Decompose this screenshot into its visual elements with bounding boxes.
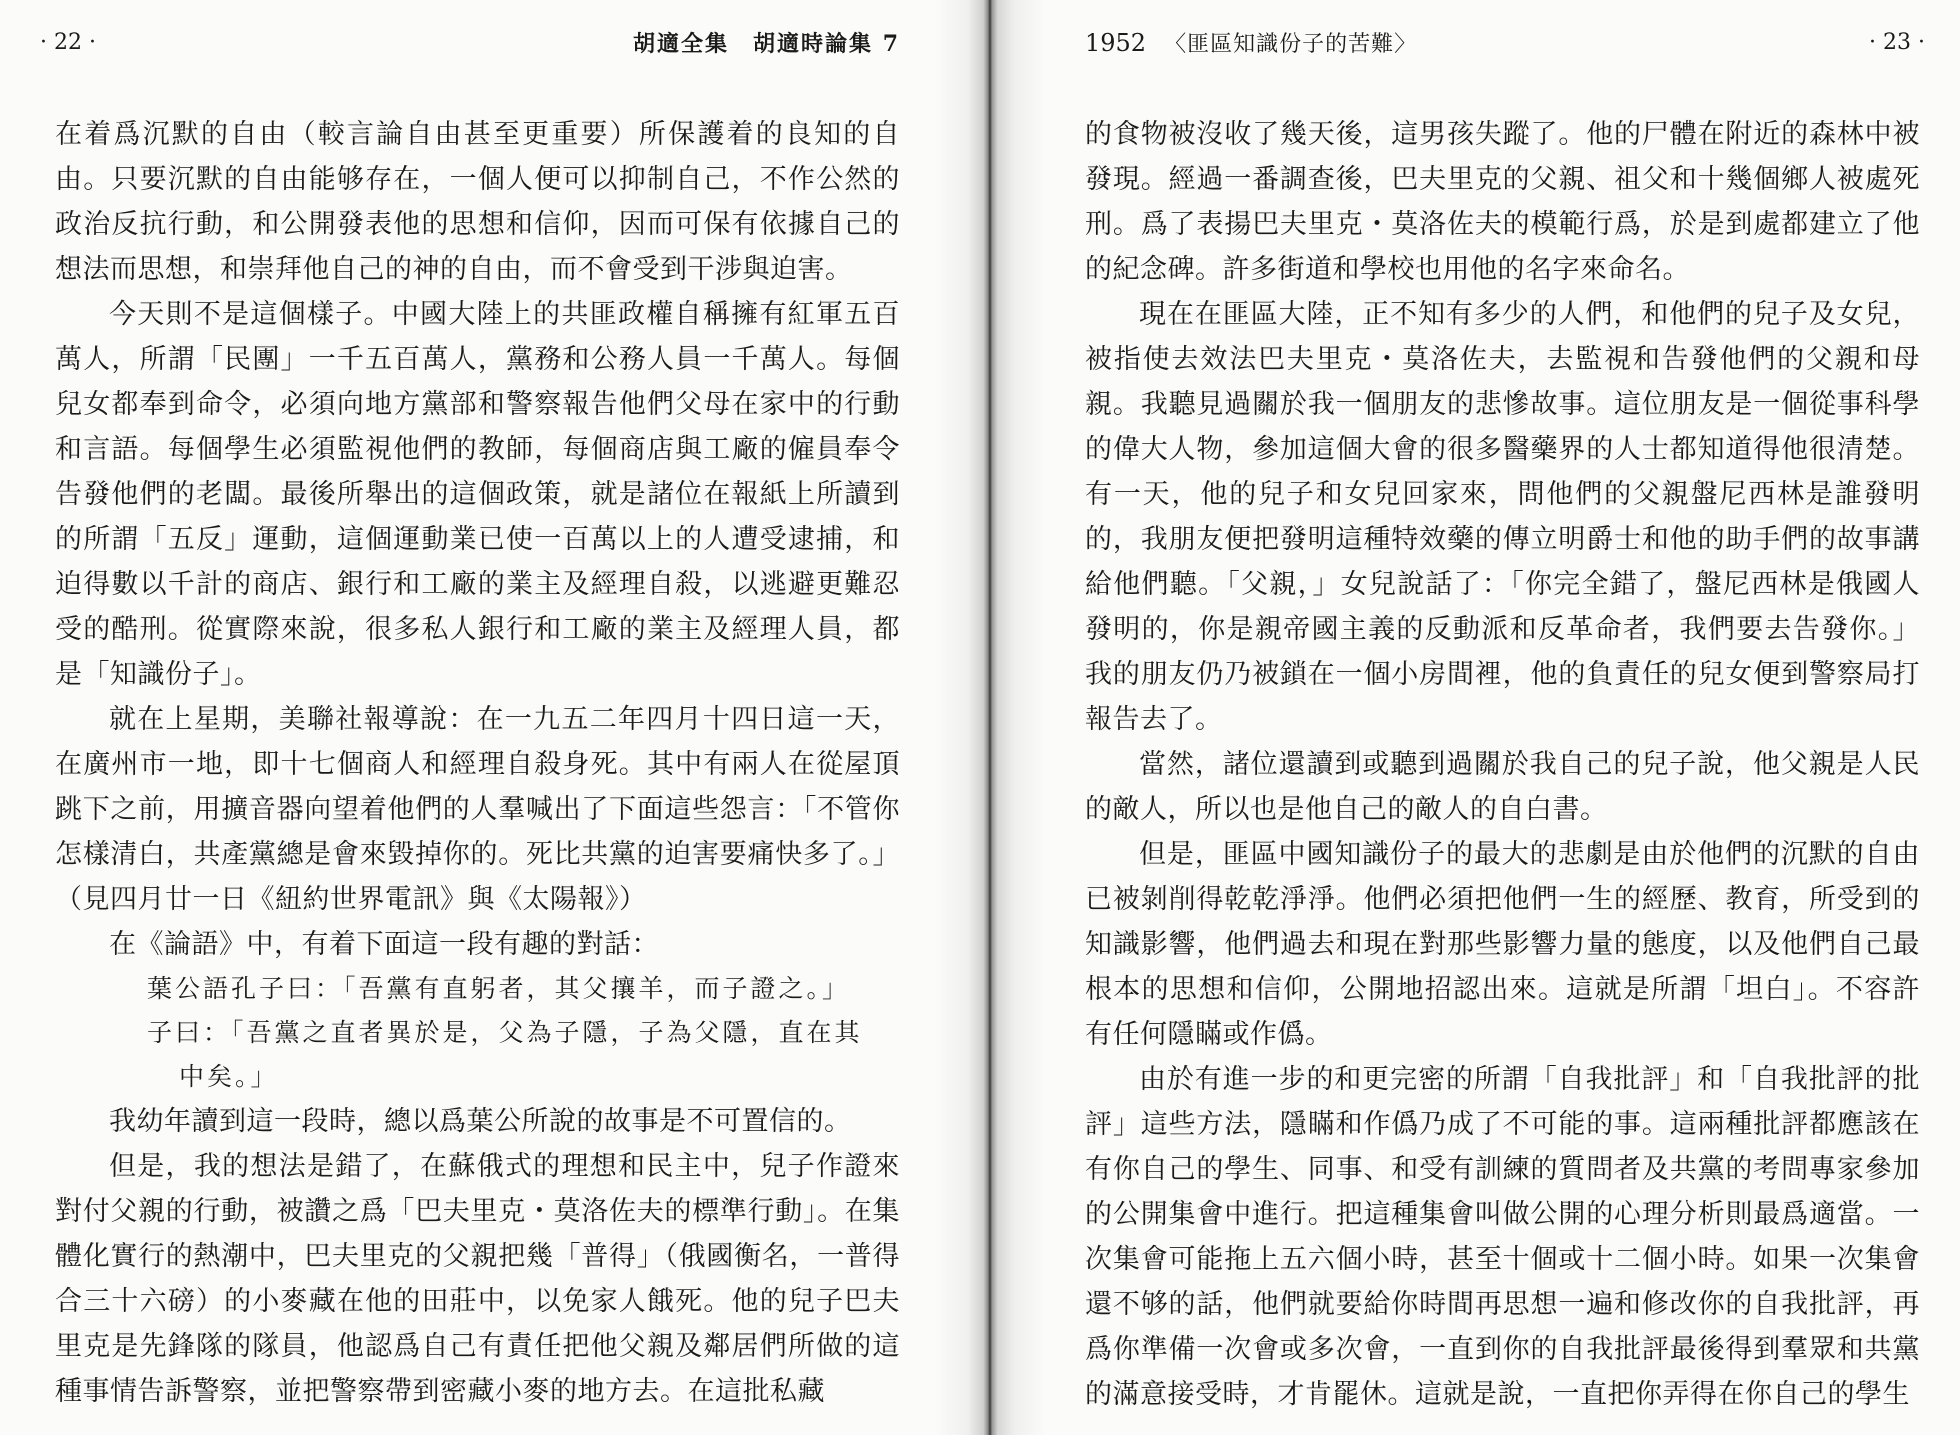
right-paragraph-3: 當然，諸位還讀到或聽到過關於我自己的兒子說，他父親是人民的敵人，所以也是他自己的敵人的自白書。 [1085, 749, 1920, 825]
right-paragraph-1: 的食物被沒收了幾天後，這男孩失蹤了。他的尸體在附近的森林中被發現。經過一番調查後，巴夫里克的父親、祖父和十幾個鄉人被處死刑。爲了表揚巴夫里克・莫洛佐夫的模範行爲，於是到處都建立了他的紀念碑。許多街道和學校也用他的名字來命名。 [1085, 119, 1920, 285]
right-paragraph-2: 現在在匪區大陸，正不知有多少的人們，和他們的兒子及女兒，被指使去效法巴夫里克・莫洛佐夫，去監視和告發他們的父親和母親。我聽見過關於我一個朋友的悲慘故事。這位朋友是一個從事科學的偉大人物，參加這個大會的很多醫藥界的人士都知道得他很清楚。有一天，他的兒子和女兒回家來，問他們的父親盤尼西林是誰發明的，我朋友便把發明這種特效藥的傳立明爵士和他的助手們的故事講給他們聽。「父親，」女兒說話了：「你完全錯了，盤尼西林是俄國人發明的，你是親帝國主義的反動派和反革命者，我們要去告發你。」我的朋友仍乃被鎖在一個小房間裡，他的負責任的兒女便到警察局打報告去了。 [1085, 299, 1920, 735]
right-chapter-title: 〈匪區知識份子的苦難〉 [1164, 31, 1418, 57]
right-page-header [1085, 22, 1925, 62]
right-page-number: · 23 · [1869, 29, 1925, 55]
analects-quote-line-2: 子曰：「吾黨之直者異於是，父為子隱，子為父隱，直在其 [147, 1018, 863, 1047]
left-paragraph-1: 在着爲沉默的自由（較言論自由甚至更重要）所保護着的良知的自由。只要沉默的自由能够存在，一個人便可以抑制自己，不作公然的政治反抗行動，和公開發表他的思想和信仰，因而可保有依據自己的想法而思想，和崇拜他自己的神的自由，而不會受到干涉與迫害。 [55, 119, 900, 285]
right-running-title [1085, 27, 1417, 58]
right-paragraph-5: 由於有進一步的和更完密的所謂「自我批評」和「自我批評的批評」這些方法，隱瞞和作僞乃成了不可能的事。這兩種批評都應該在有你自己的學生、同事、和受有訓練的質問者及共黨的考問專家參加的公開集會中進行。把這種集會叫做公開的心理分析則最爲適當。一次集會可能拖上五六個小時，甚至十個或十二個小時。如果一次集會還不够的話，他們就要給你時間再思想一遍和修改你的自我批評，再爲你準備一次會或多次會，一直到你的自我批評最後得到羣眾和共黨的滿意接受時，才肯罷休。這就是說，一直把你弄得在你自己的學生 [1085, 1064, 1920, 1410]
right-paragraph-4: 但是，匪區中國知識份子的最大的悲劇是由於他們的沉默的自由已被剝削得乾乾淨淨。他們必須把他們一生的經歷、教育，所受到的知識影響，他們過去和現在對那些影響力量的態度，以及他們自己最根本的思想和信仰，公開地招認出來。這就是所謂「坦白」。不容許有任何隱瞞或作僞。 [1085, 839, 1920, 1050]
left-paragraph-6: 但是，我的想法是錯了，在蘇俄式的理想和民主中，兒子作證來對付父親的行動，被讚之爲「巴夫里克・莫洛佐夫的標準行動」。在集體化實行的熱潮中，巴夫里克的父親把幾「普得」（俄國衡名，一普得合三十六磅）的小麥藏在他的田莊中，以免家人餓死。他的兒子巴夫里克是先鋒隊的隊員，他認爲自己有責任把他父親及鄰居們所做的這種事情告訴警察，並把警察帶到密藏小麥的地方去。在這批私藏 [55, 1151, 900, 1407]
left-paragraph-5: 我幼年讀到這一段時，總以爲葉公所說的故事是不可置信的。 [109, 1106, 852, 1137]
book-gutter [935, 0, 1045, 1435]
right-year: 1952 [1085, 28, 1147, 57]
left-paragraph-2: 今天則不是這個樣子。中國大陸上的共匪政權自稱擁有紅軍五百萬人，所謂「民團」一千五百萬人，黨務和公務人員一千萬人。每個兒女都奉到命令，必須向地方黨部和警察報告他們父母在家中的行動和言語。每個學生必須監視他們的教師，每個商店與工廠的僱員奉令告發他們的老闆。最後所舉出的這個政策，就是諸位在報紙上所讀到的所謂「五反」運動，這個運動業已使一百萬以上的人遭受逮捕，和迫得數以千計的商店、銀行和工廠的業主及經理自殺，以逃避更難忍受的酷刑。從實際來說，很多私人銀行和工廠的業主及經理人員，都是「知識份子」。 [55, 299, 900, 690]
analects-quote-line-1: 葉公語孔子曰：「吾黨有直躬者，其父攘羊，而子證之。」 [147, 974, 851, 1003]
left-page-body [55, 112, 900, 1414]
left-running-title: 胡適全集 胡適時論集 7 [633, 30, 900, 57]
left-paragraph-4: 在《論語》中，有着下面這一段有趣的對話： [109, 929, 659, 960]
analects-quote-line-3: 中矣。」 [179, 1062, 279, 1091]
left-page-number: · 22 · [40, 29, 96, 55]
left-paragraph-3: 就在上星期，美聯社報導說：在一九五二年四月十四日這一天，在廣州市一地，即十七個商人和經理自殺身死。其中有兩人在從屋頂跳下之前，用擴音器向望着他們的人羣喊出了下面這些怨言：「不管你怎樣清白，共產黨總是會來毀掉你的。死比共黨的迫害要痛快多了。」（見四月廿一日《紐約世界電訊》與《太陽報》） [55, 704, 900, 915]
right-page-body [1085, 112, 1920, 1417]
left-page-header [40, 22, 900, 62]
